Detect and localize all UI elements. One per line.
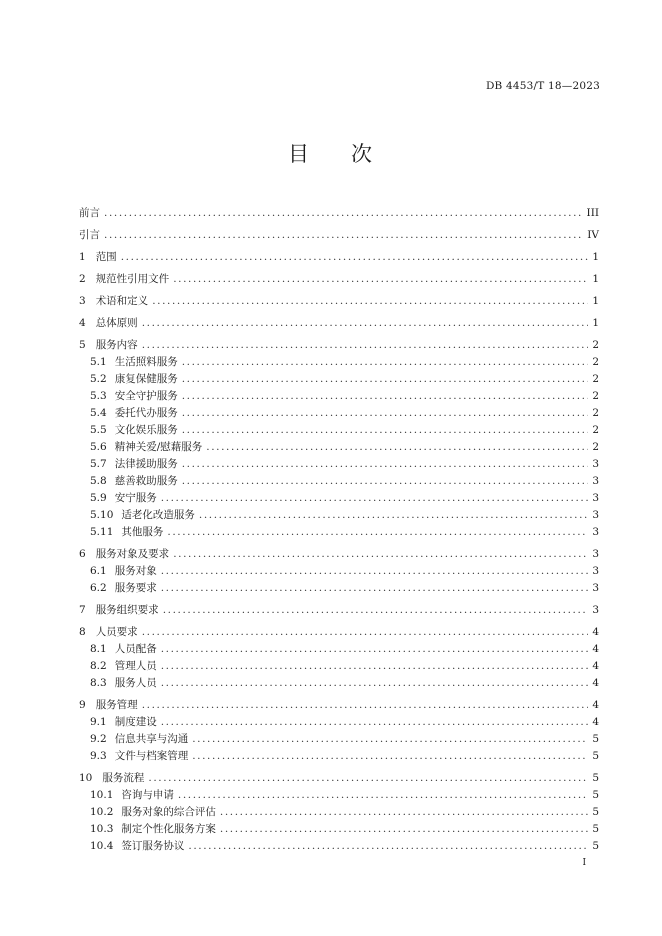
- toc-entry-text: 服务人员: [114, 677, 157, 689]
- toc-entry-number: 10.4: [90, 840, 114, 852]
- document-code: DB 4453/T 18—2023: [485, 80, 600, 92]
- toc-entry[interactable]: [79, 838, 599, 855]
- toc-entry-label: [90, 563, 157, 580]
- toc-entry-page: 4: [592, 643, 599, 655]
- toc-entry-text: 引言: [79, 229, 100, 241]
- toc-entry-text: 生活照料服务: [114, 356, 178, 368]
- toc-entry-page: 5: [592, 806, 599, 818]
- toc-entry-label: [79, 624, 138, 641]
- toc-entry-page: 2: [592, 373, 599, 385]
- toc-entry-page: 4: [592, 660, 599, 672]
- toc-entry[interactable]: [79, 354, 599, 371]
- toc-entry-text: 服务对象的综合评估: [121, 806, 216, 818]
- toc-entry-label: [79, 271, 169, 288]
- toc-leader-dots: [220, 821, 588, 838]
- toc-entry-page: 5: [592, 789, 599, 801]
- toc-leader-dots: [173, 271, 588, 288]
- toc-entry-text: 文化娱乐服务: [114, 424, 178, 436]
- toc-entry[interactable]: [79, 249, 599, 266]
- toc-entry-label: [79, 770, 144, 787]
- toc-entry-label: [90, 641, 157, 658]
- toc-entry-page: 5: [592, 772, 599, 784]
- toc-leader-dots: [220, 804, 588, 821]
- toc-leader-dots: [152, 293, 588, 310]
- toc-entry-page: 1: [592, 295, 599, 307]
- toc-entry-page: 3: [592, 492, 599, 504]
- toc-entry-page: 5: [592, 733, 599, 745]
- toc-leader-dots: [161, 641, 589, 658]
- toc-entry-number: 4: [79, 317, 86, 329]
- toc-entry[interactable]: [79, 388, 599, 405]
- toc-leader-dots: [142, 697, 589, 714]
- toc-entry-number: 6.1: [90, 565, 107, 577]
- toc-leader-dots: [192, 748, 588, 765]
- toc-entry-page: 4: [592, 677, 599, 689]
- toc-entry-label: [90, 675, 157, 692]
- toc-entry-page: 2: [592, 390, 599, 402]
- toc-leader-dots: [121, 249, 589, 266]
- toc-entry[interactable]: [79, 731, 599, 748]
- toc-entry[interactable]: [79, 624, 599, 641]
- toc-leader-dots: [142, 337, 589, 354]
- toc-entry-label: [79, 315, 138, 332]
- toc-entry-text: 服务组织要求: [95, 604, 159, 616]
- toc-entry-number: 5.9: [90, 492, 107, 504]
- toc-entry-page: 3: [592, 526, 599, 538]
- toc-entry-number: 7: [79, 604, 86, 616]
- toc-entry-label: [90, 748, 188, 765]
- toc-entry-page: 4: [592, 716, 599, 728]
- toc-leader-dots: [173, 546, 588, 563]
- toc-leader-dots: [104, 205, 583, 222]
- toc-entry-page: 3: [592, 509, 599, 521]
- toc-entry-text: 规范性引用文件: [95, 273, 170, 285]
- toc-entry-label: [79, 697, 138, 714]
- toc-entry-text: 服务要求: [114, 582, 157, 594]
- toc-entry-number: 3: [79, 295, 86, 307]
- toc-entry-text: 适老化改造服务: [121, 509, 195, 521]
- toc-entry-page: 2: [592, 424, 599, 436]
- toc-entry-number: 6: [79, 548, 86, 560]
- toc-entry-number: 8.2: [90, 660, 107, 672]
- toc-entry[interactable]: [79, 563, 599, 580]
- toc-entry-number: 5.10: [90, 509, 114, 521]
- toc-entry[interactable]: [79, 439, 599, 456]
- toc-leader-dots: [182, 473, 589, 490]
- toc-entry[interactable]: [79, 315, 599, 332]
- toc-entry-text: 文件与档案管理: [114, 750, 189, 762]
- toc-entry-number: 5.1: [90, 356, 107, 368]
- toc-entry-page: 3: [592, 548, 599, 560]
- toc-leader-dots: [142, 315, 589, 332]
- toc-entry-page: 4: [592, 626, 599, 638]
- toc-entry-label: [90, 838, 184, 855]
- toc-entry-text: 服务流程: [102, 772, 145, 784]
- toc-leader-dots: [178, 787, 588, 804]
- toc-entry-number: 9: [79, 699, 86, 711]
- toc-entry[interactable]: [79, 748, 599, 765]
- toc-entry-page: 3: [592, 582, 599, 594]
- page-number: I: [582, 858, 586, 868]
- toc-entry[interactable]: [79, 804, 599, 821]
- toc-leader-dots: [161, 580, 589, 597]
- toc-entry-page: 2: [592, 407, 599, 419]
- toc-leader-dots: [161, 490, 589, 507]
- toc-entry-label: [90, 658, 157, 675]
- toc-entry-page: 1: [592, 273, 599, 285]
- toc-entry-text: 总体原则: [95, 317, 138, 329]
- toc-entry-number: 5.6: [90, 441, 107, 453]
- toc-leader-dots: [182, 388, 589, 405]
- toc-entry-number: 5.7: [90, 458, 107, 470]
- toc-entry-text: 服务内容: [95, 339, 138, 351]
- toc-entry-text: 签订服务协议: [121, 840, 185, 852]
- toc-leader-dots: [199, 507, 588, 524]
- toc-entry-text: 安宁服务: [114, 492, 157, 504]
- toc-entry-page: 5: [592, 840, 599, 852]
- toc-entry-text: 人员要求: [95, 626, 138, 638]
- toc-entry-number: 5.11: [90, 526, 114, 538]
- toc-entry[interactable]: [79, 580, 599, 597]
- toc-entry-label: [79, 337, 138, 354]
- toc-entry-label: [90, 821, 216, 838]
- toc-entry-page: 1: [592, 317, 599, 329]
- toc-entry-label: [90, 422, 178, 439]
- toc-entry-text: 人员配备: [114, 643, 157, 655]
- toc-leader-dots: [142, 624, 589, 641]
- toc-entry[interactable]: [79, 787, 599, 804]
- toc-entry[interactable]: [79, 490, 599, 507]
- toc-leader-dots: [182, 422, 589, 439]
- toc-entry-number: 9.3: [90, 750, 107, 762]
- toc-entry[interactable]: [79, 546, 599, 563]
- toc-entry-text: 法律援助服务: [114, 458, 178, 470]
- toc-entry-label: [90, 371, 178, 388]
- toc-entry-label: [90, 456, 178, 473]
- toc-entry[interactable]: [79, 473, 599, 490]
- toc-entry[interactable]: [79, 371, 599, 388]
- toc-leader-dots: [167, 524, 588, 541]
- toc-entry-number: 6.2: [90, 582, 107, 594]
- toc-entry[interactable]: [79, 658, 599, 675]
- toc-entry-page: 2: [592, 441, 599, 453]
- toc-entry-number: 9.2: [90, 733, 107, 745]
- toc-entry-page: 3: [592, 475, 599, 487]
- toc-leader-dots: [182, 354, 589, 371]
- toc-entry[interactable]: [79, 675, 599, 692]
- toc-entry-text: 康复保健服务: [114, 373, 178, 385]
- toc-entry-label: [90, 388, 178, 405]
- toc-entry-page: IV: [587, 229, 599, 241]
- page-title: [0, 138, 662, 168]
- toc-entry-page: 5: [592, 750, 599, 762]
- toc-entry-number: 5.4: [90, 407, 107, 419]
- toc-entry-label: [90, 804, 216, 821]
- toc-entry-label: [90, 580, 157, 597]
- toc-entry-page: 1: [592, 251, 599, 263]
- toc-leader-dots: [161, 658, 589, 675]
- toc-entry-text: 范围: [95, 251, 117, 263]
- toc-entry[interactable]: [79, 770, 599, 787]
- toc-entry-number: 5.8: [90, 475, 107, 487]
- toc-leader-dots: [148, 770, 588, 787]
- toc-entry-label: [90, 787, 174, 804]
- toc-entry-page: III: [586, 207, 599, 219]
- toc-entry-text: 信息共享与沟通: [114, 733, 189, 745]
- toc-entry-text: 制度建设: [114, 716, 157, 728]
- toc-entry[interactable]: [79, 337, 599, 354]
- toc-entry-text: 术语和定义: [95, 295, 149, 307]
- toc-entry-label: [79, 227, 100, 244]
- toc-entry[interactable]: [79, 205, 599, 222]
- toc-entry[interactable]: [79, 293, 599, 310]
- toc-entry-page: 2: [592, 339, 599, 351]
- toc-entry[interactable]: [79, 271, 599, 288]
- toc-entry-number: 8: [79, 626, 86, 638]
- toc-entry-label: [90, 524, 163, 541]
- toc-entry[interactable]: [79, 524, 599, 541]
- toc-entry-label: [90, 405, 178, 422]
- toc-entry-number: 5.5: [90, 424, 107, 436]
- toc-entry[interactable]: [79, 714, 599, 731]
- toc-entry-label: [79, 249, 117, 266]
- toc-entry-label: [79, 546, 169, 563]
- toc-entry-text: 管理人员: [114, 660, 157, 672]
- toc-entry-label: [79, 293, 148, 310]
- toc-entry-label: [90, 473, 178, 490]
- toc-entry[interactable]: [79, 456, 599, 473]
- table-of-contents: [79, 200, 599, 855]
- toc-leader-dots: [188, 838, 588, 855]
- toc-entry-number: 10.1: [90, 789, 114, 801]
- toc-entry-text: 精神关爱/慰藉服务: [114, 441, 203, 453]
- toc-leader-dots: [192, 731, 588, 748]
- toc-entry-label: [90, 714, 157, 731]
- page-title-right: 次: [351, 142, 374, 166]
- toc-entry-number: 5: [79, 339, 86, 351]
- toc-entry-text: 前言: [79, 207, 100, 219]
- toc-entry-page: 5: [592, 823, 599, 835]
- toc-entry-text: 咨询与申请: [121, 789, 174, 801]
- toc-entry[interactable]: [79, 507, 599, 524]
- toc-entry-number: 9.1: [90, 716, 107, 728]
- toc-leader-dots: [161, 563, 589, 580]
- toc-entry[interactable]: [79, 405, 599, 422]
- toc-entry[interactable]: [79, 422, 599, 439]
- toc-leader-dots: [161, 714, 589, 731]
- toc-entry-number: 10: [79, 772, 93, 784]
- toc-entry-number: 8.1: [90, 643, 107, 655]
- toc-entry[interactable]: [79, 602, 599, 619]
- toc-entry-number: 8.3: [90, 677, 107, 689]
- toc-entry-page: 2: [592, 356, 599, 368]
- toc-entry-label: [90, 354, 178, 371]
- toc-leader-dots: [161, 675, 589, 692]
- toc-entry-number: 5.2: [90, 373, 107, 385]
- toc-entry-label: [90, 507, 195, 524]
- toc-entry-text: 服务管理: [95, 699, 138, 711]
- toc-entry-number: 1: [79, 251, 86, 263]
- toc-entry-page: 3: [592, 458, 599, 470]
- toc-entry-text: 服务对象: [114, 565, 157, 577]
- toc-entry-label: [90, 490, 157, 507]
- toc-leader-dots: [104, 227, 583, 244]
- toc-leader-dots: [182, 405, 589, 422]
- toc-entry-text: 委托代办服务: [114, 407, 178, 419]
- toc-entry-number: 10.2: [90, 806, 114, 818]
- toc-entry-number: 5.3: [90, 390, 107, 402]
- toc-entry[interactable]: [79, 821, 599, 838]
- toc-entry-text: 安全守护服务: [114, 390, 178, 402]
- toc-leader-dots: [182, 371, 589, 388]
- toc-entry-text: 制定个性化服务方案: [121, 823, 216, 835]
- toc-leader-dots: [163, 602, 589, 619]
- toc-leader-dots: [182, 456, 589, 473]
- toc-entry[interactable]: [79, 697, 599, 714]
- toc-entry[interactable]: [79, 641, 599, 658]
- toc-entry-label: [79, 205, 100, 222]
- toc-entry-label: [79, 602, 159, 619]
- toc-entry[interactable]: [79, 227, 599, 244]
- toc-entry-page: 3: [592, 604, 599, 616]
- toc-entry-label: [90, 439, 202, 456]
- toc-entry-text: 慈善救助服务: [114, 475, 178, 487]
- toc-entry-text: 其他服务: [121, 526, 164, 538]
- toc-entry-number: 2: [79, 273, 86, 285]
- toc-leader-dots: [206, 439, 588, 456]
- toc-entry-number: 10.3: [90, 823, 114, 835]
- toc-entry-text: 服务对象及要求: [95, 548, 170, 560]
- toc-entry-page: 4: [592, 699, 599, 711]
- toc-entry-label: [90, 731, 188, 748]
- page-title-left: 目: [288, 142, 311, 166]
- toc-entry-page: 3: [592, 565, 599, 577]
